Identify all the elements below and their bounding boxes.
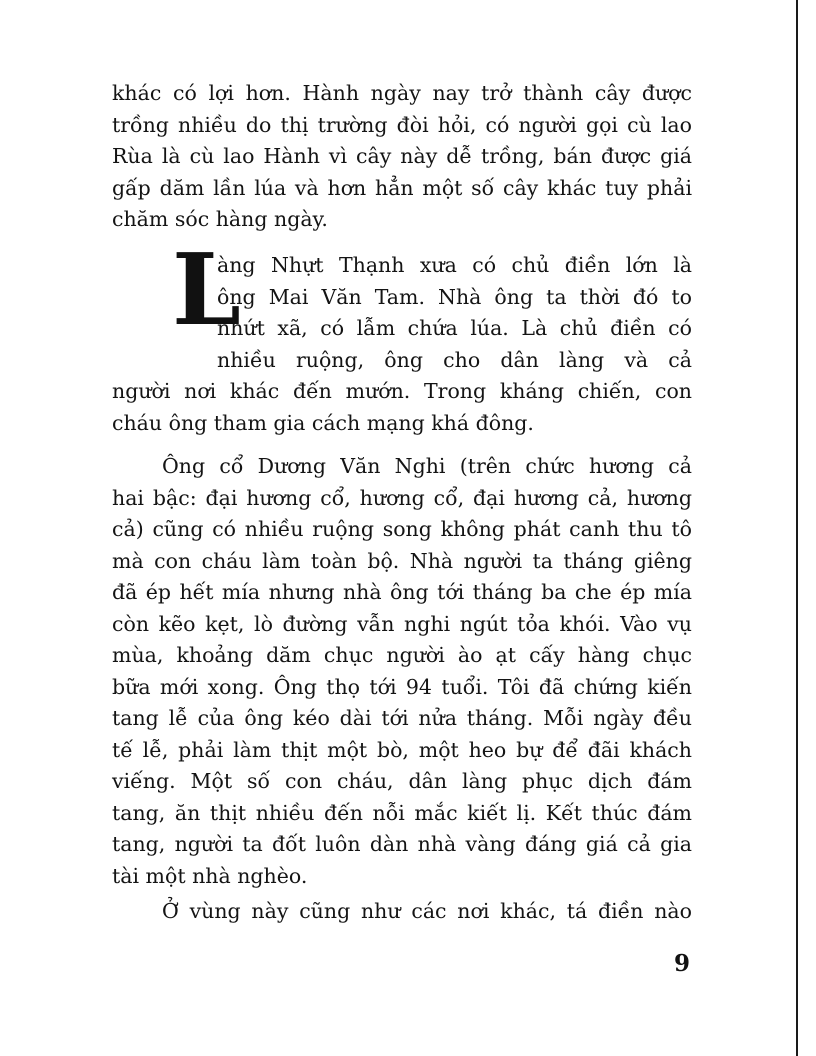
page-number: 9 [674,950,691,977]
paragraph-3 [112,451,692,892]
text-line: tang, người ta đốt luôn dàn nhà vàng đáng giá cả gia [112,832,692,856]
text-line: hai bậc: đại hương cổ, hương cổ, đại hương cả, hương [112,485,692,510]
text-line: bữa mới xong. Ông thọ tới 94 tuổi. Tôi đã chứng kiến [112,674,692,699]
paragraph-4 [112,896,692,928]
text-line: Rùa là cù lao Hành vì cây này dễ trồng, bán được giá [112,144,692,168]
text-line: người nơi khác đến mướn. Trong kháng chiến, con [112,379,692,403]
text-line: Ông cổ Dương Văn Nghi (trên chức hương cả [162,454,692,478]
text-line: đã ép hết mía nhưng nhà ông tới tháng ba che ép mía [112,580,692,604]
text-line: ông Mai Văn Tam. Nhà ông ta thời đó to [217,284,692,309]
text-line: khác có lợi hơn. Hành ngày nay trở thành cây được [112,81,692,105]
text-line: còn kẽo kẹt, lò đường vẫn nghi ngút tỏa khói. Vào vụ [112,611,692,636]
text-line: tang, ăn thịt nhiều đến nỗi mắc kiết lị. Kết thúc đám [112,800,692,825]
text-line: tang lễ của ông kéo dài tới nửa tháng. Mỗi ngày đều [112,706,692,730]
text-line: nhiều ruộng, ông cho dân làng và cả [217,347,692,372]
text-line: cả) cũng có nhiều ruộng song không phát canh thu tô [112,517,692,541]
page-edge-line [796,0,798,1056]
text-line: tế lễ, phải làm thịt một bò, một heo bự để đãi khách [112,737,692,762]
text-line: Ở vùng này cũng như các nơi khác, tá điền nào [162,899,692,923]
paragraph-2 [112,233,692,439]
text-line: cháu ông tham gia cách mạng khá đông. [112,410,534,435]
text-line: mùa, khoảng dăm chục người ào ạt cấy hàng chục [112,643,692,667]
text-line: mà con cháu làm toàn bộ. Nhà người ta tháng giêng [112,548,692,573]
drop-cap: L [172,233,241,348]
text-line: trồng nhiều do thị trường đòi hỏi, có người gọi cù lao [112,112,692,137]
paragraph-1 [112,78,692,236]
text-line: nhứt xã, có lẫm chứa lúa. Là chủ điền có [217,316,692,340]
text-line: àng Nhựt Thạnh xưa có chủ điền lớn là [217,253,692,277]
text-line: chăm sóc hàng ngày. [112,207,328,231]
text-line: gấp dăm lần lúa và hơn hẳn một số cây khác tuy phải [112,175,692,200]
text-line: viếng. Một số con cháu, dân làng phục dịch đám [112,769,692,793]
text-line: tài một nhà nghèo. [112,863,308,888]
